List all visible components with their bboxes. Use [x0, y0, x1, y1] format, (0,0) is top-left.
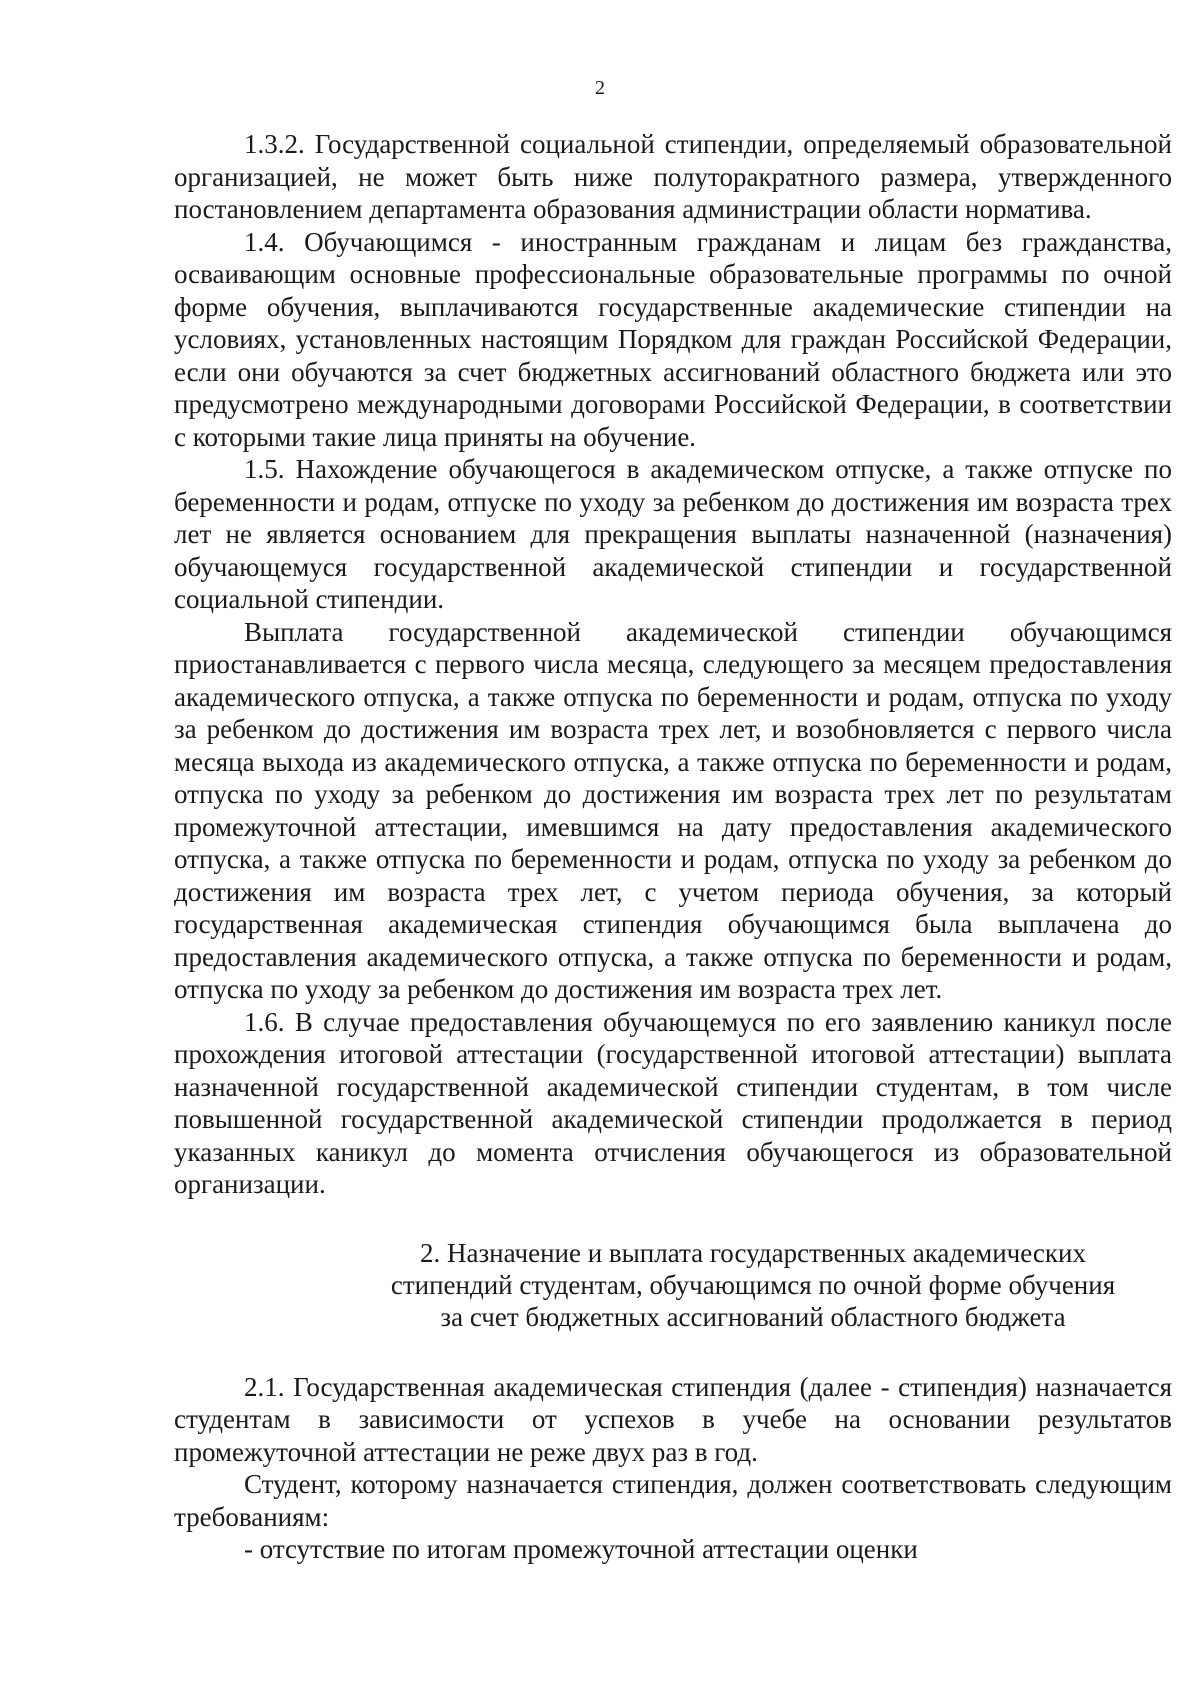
section-heading-line-2: стипендий студентам, обучающимся по очной форме обучения	[390, 1269, 1116, 1300]
page-number: 2	[595, 77, 605, 99]
section-heading-line-3: за счет бюджетных ассигнований областного бюджета	[440, 1301, 1066, 1332]
bullet-item-no-grade: - отсутствие по итогам промежуточной аттестации оценки	[244, 1534, 918, 1564]
paragraph-1-5: 1.5. Нахождение обучающегося в академическом отпуске, а также отпуске по беременности и родам, отпуске по уходу за ребенком до достижения им возраста трех лет не является основанием для прекращения выплаты назначенной (назначения) обучающемуся государственной академической стипендии и государственной социальной стипендии.	[174, 454, 1172, 614]
section-2-heading	[174, 1237, 1172, 1333]
paragraph-2-1: 2.1. Государственная академическая стипендия (далее - стипендия) назначается студентам в зависимости от успехов в учебе на основании результатов промежуточной аттестации не реже двух раз в год.	[174, 1371, 1172, 1467]
paragraph-payment-suspension: Выплата государственной академической стипендии обучающимся приостанавливается с первого числа месяца, следующего за месяцем предоставления академического отпуска, а также отпуска по беременности и родам, отпуска по уходу за ребенком до достижения им возраста трех лет, и возобновляется с первого числа месяца выхода из академического отпуска, а также отпуска по беременности и родам, отпуска по уходу за ребенком до достижения им возраста трех лет по результатам промежуточной аттестации, имевшимся на дату предоставления академического отпуска, а также отпуска по беременности и родам, отпуска по уходу за ребенком до достижения им возраста трех лет, с учетом периода обучения, за который государственная академическая стипендия обучающимся была выплачена до предоставления академического отпуска, а также отпуска по беременности и родам, отпуска по уходу за ребенком до достижения им возраста трех лет.	[174, 616, 1172, 1004]
paragraph-student-requirements: Студент, которому назначается стипендия, должен соответствовать следующим требованиям:	[174, 1469, 1172, 1532]
document-body	[174, 128, 1172, 1566]
paragraph-1-4: 1.4. Обучающимся - иностранным гражданам и лицам без гражданства, осваивающим основные профессиональные образовательные программы по очной форме обучения, выплачиваются государственные академические стипендии на условиях, установленных настоящим Порядком для граждан Российской Федерации, если они обучаются за счет бюджетных ассигнований областного бюджета или это предусмотрено международными договорами Российской Федерации, в соответствии с которыми такие лица приняты на обучение.	[174, 226, 1172, 452]
paragraph-1-3-2: 1.3.2. Государственной социальной стипендии, определяемый образовательной организацией, не может быть ниже полуторакратного размера, утвержденного постановлением департамента образования администрации области норматива.	[174, 129, 1172, 224]
section-heading-line-1: 2. Назначение и выплата государственных академических	[420, 1237, 1086, 1268]
paragraph-1-6: 1.6. В случае предоставления обучающемуся по его заявлению каникул после прохождения итоговой аттестации (государственной итоговой аттестации) выплата назначенной государственной академической стипендии студентам, в том числе повышенной государственной академической стипендии продолжается в период указанных каникул до момента отчисления обучающегося из образовательной организации.	[174, 1006, 1172, 1199]
